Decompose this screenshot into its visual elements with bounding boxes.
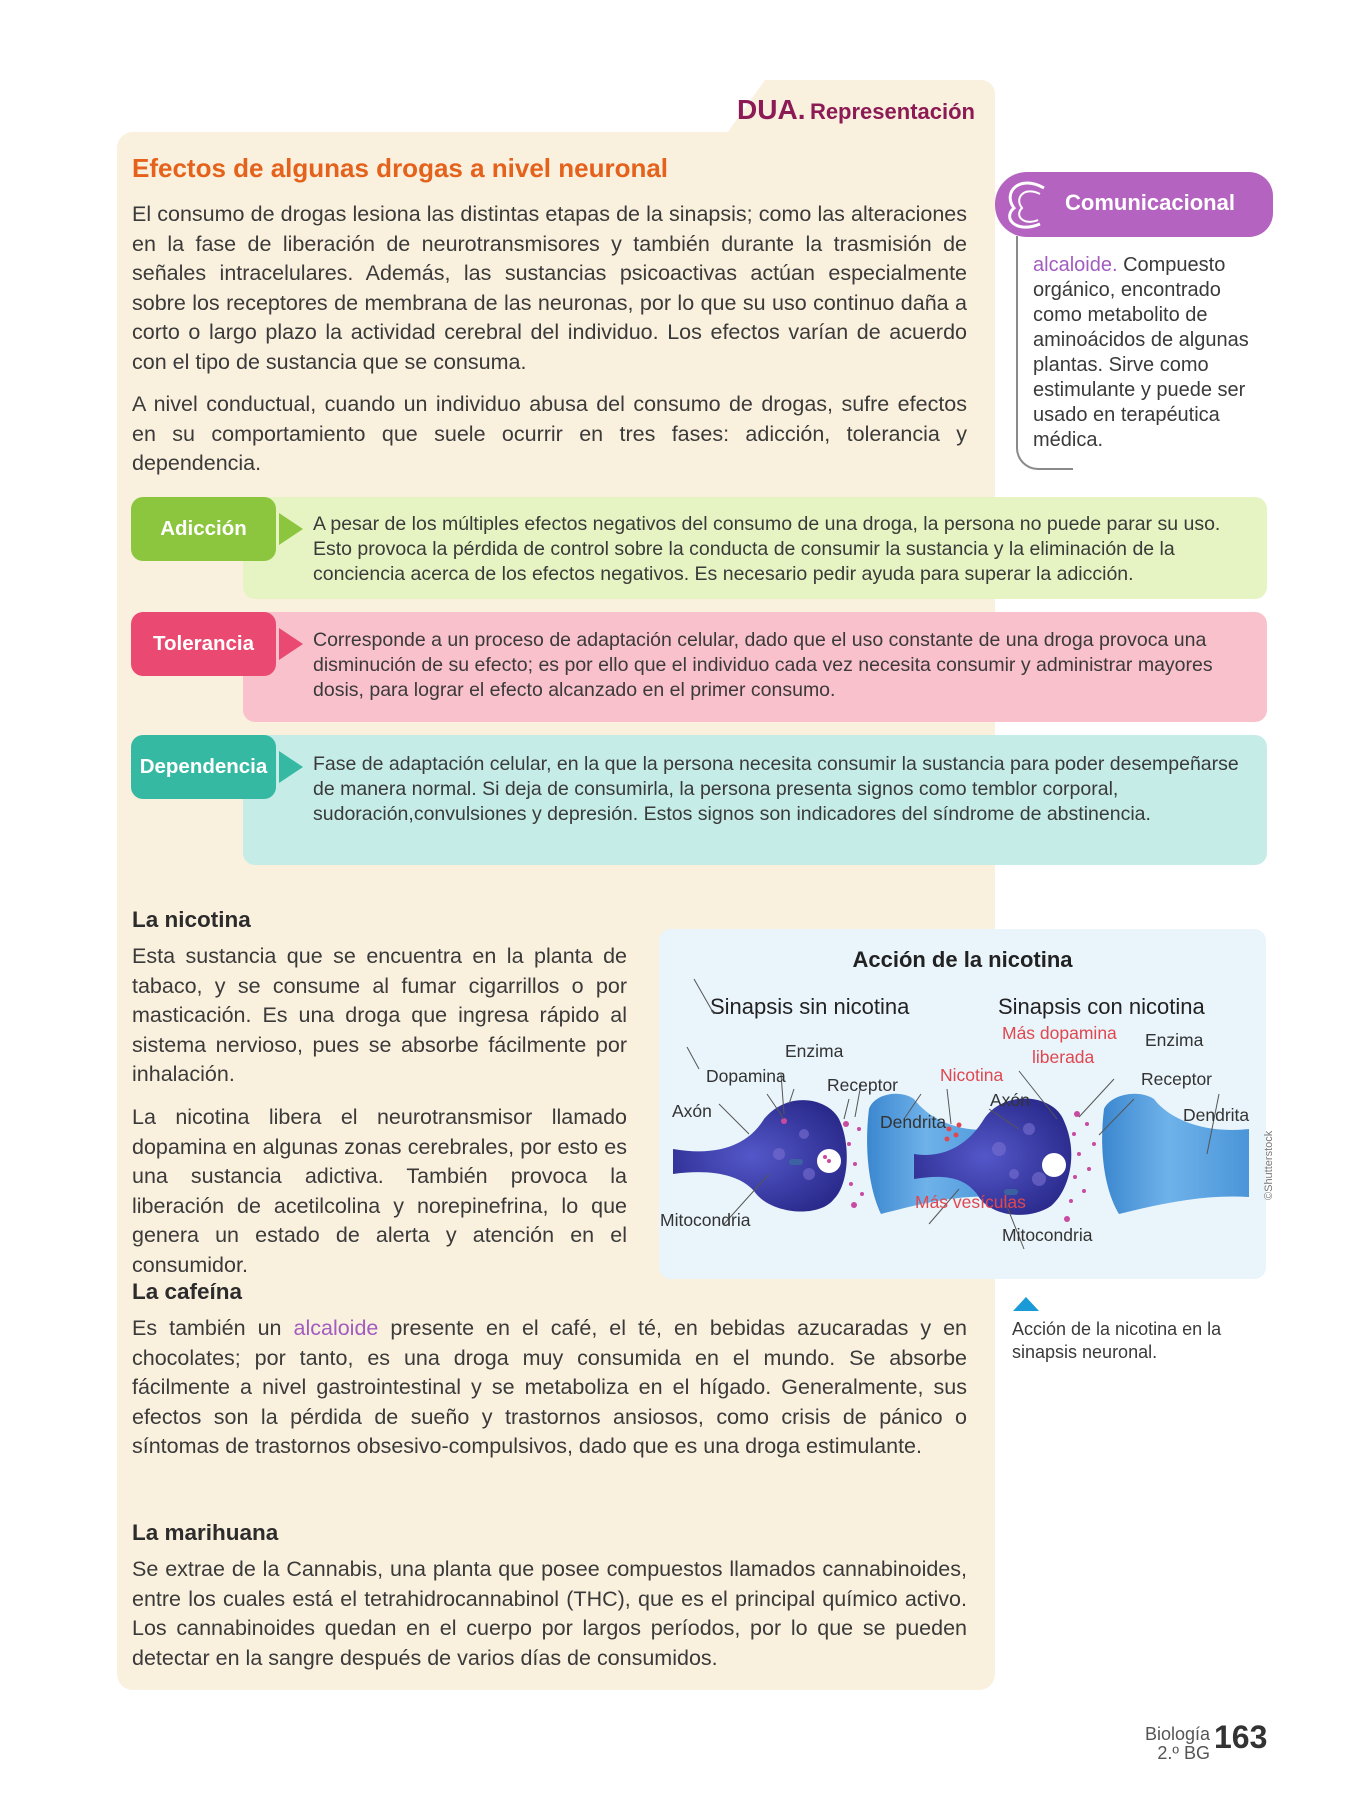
footer-subject-name: Biología bbox=[1144, 1724, 1210, 1744]
phase-badge-tolerancia: Tolerancia bbox=[131, 612, 276, 676]
label-liberada: liberada bbox=[1032, 1047, 1095, 1067]
cafeina-term: alcaloide bbox=[293, 1316, 379, 1340]
dua-rest: Representación bbox=[809, 99, 975, 124]
glossary-text: Compuesto orgánico, encontrado como metabolito de aminoácidos de algunas plantas. Sirve como estimulante y puede ser usado en terapéutica médica. bbox=[1033, 254, 1249, 451]
label-mas-dopamina: Más dopamina bbox=[1002, 1023, 1117, 1043]
phase-badge-dependencia: Dependencia bbox=[131, 735, 276, 799]
cafeina-text-before: Es también un bbox=[132, 1316, 294, 1340]
footer-subject bbox=[1130, 1725, 1210, 1763]
label-axon-right: Axón bbox=[990, 1090, 1030, 1110]
label-dendrita-right: Dendrita bbox=[1183, 1105, 1250, 1125]
marihuana-title: La marihuana bbox=[132, 1520, 279, 1545]
nicotina-paragraph-2: La nicotina libera el neurotransmisor llamado dopamina en algunas zonas cerebrales, por esto es una sustancia adictiva. También provoca la liberación de acetilcolina y norepinefrina, lo que genera un estado de alerta y atención en el consumidor. bbox=[132, 1105, 627, 1277]
phase-text-tolerancia: Corresponde a un proceso de adaptación celular, dado que el uso constante de una droga provoca una disminución de su efecto; es por ello que el individuo cada vez necesita consumir y administrar mayores dosis, para lograr el efecto alcanzado en el primer consumo. bbox=[313, 629, 1213, 701]
dua-header bbox=[735, 94, 975, 126]
figure-title: Acción de la nicotina bbox=[852, 947, 1073, 972]
phase-arrow-icon bbox=[279, 628, 303, 660]
label-dopamina: Dopamina bbox=[706, 1066, 786, 1086]
label-mitocondria-left: Mitocondria bbox=[660, 1210, 751, 1230]
label-axon-left: Axón bbox=[672, 1101, 712, 1121]
figure-left-title: Sinapsis sin nicotina bbox=[710, 994, 910, 1019]
label-mitocondria-right: Mitocondria bbox=[1002, 1225, 1093, 1245]
label-enzima-left: Enzima bbox=[785, 1041, 844, 1061]
section-title: Efectos de algunas drogas a nivel neuronal bbox=[132, 153, 669, 183]
cafeina-paragraph bbox=[132, 1314, 967, 1462]
page-number: 163 bbox=[1214, 1719, 1268, 1755]
figure-caption: Acción de la nicotina en la sinapsis neuronal. bbox=[1012, 1319, 1222, 1362]
label-receptor-left: Receptor bbox=[827, 1075, 899, 1095]
phase-arrow-icon bbox=[279, 751, 303, 783]
caption-arrow-icon bbox=[1013, 1297, 1039, 1311]
nicotina-title: La nicotina bbox=[132, 907, 251, 932]
footer-subject-grade: 2.º BG bbox=[1157, 1743, 1210, 1763]
cafeina-text-after: presente en el café, el té, en bebidas azucaradas y en chocolates; por tanto, es una droga muy consumida en el mundo. Se absorbe fácilmente a nivel gastrointestinal y se metaboliza en el hígado. Generalmente, sus efectos son la pérdida de sueño y trastornos ansiosos, como crisis de pánico o síntomas de trastornos obsesivo-compulsivos, dado que es una droga estimulante. bbox=[132, 1316, 967, 1458]
label-enzima-right: Enzima bbox=[1145, 1030, 1204, 1050]
intro-paragraph-1: El consumo de drogas lesiona las distintas etapas de la sinapsis; como las alteraciones en la fase de liberación de neurotransmisores y también durante la trasmisión de señales intracelulares. Además, las sustancias psicoactivas actúan especialmente sobre los receptores de membrana de las neuronas, por lo que su uso continuo daña a corto o largo plazo la actividad cerebral del individuo. Los efectos varían de acuerdo con el tipo de sustancia que se consuma. bbox=[132, 202, 967, 374]
label-receptor-right: Receptor bbox=[1141, 1069, 1213, 1089]
image-credit: ©Shutterstock bbox=[1263, 1130, 1275, 1200]
nicotina-paragraph-1: Esta sustancia que se encuentra en la planta de tabaco, y se consume al fumar cigarrillos o por masticación. Es una droga que ingresa rápido al sistema nervioso, pues se absorbe fácilmente por inhalación. bbox=[132, 944, 627, 1086]
figure-right-title: Sinapsis con nicotina bbox=[998, 994, 1205, 1019]
glossary-definition bbox=[1033, 253, 1273, 453]
phase-text-dependencia: Fase de adaptación celular, en la que la persona necesita consumir la sustancia para poder desempeñarse de manera normal. Si deja de consumirla, la persona presenta signos como temblor corporal, sudoración,convulsiones y depresión. Estos signos son indicadores del síndrome de abstinencia. bbox=[313, 753, 1239, 825]
intro-paragraph-2: A nivel conductual, cuando un individuo abusa del consumo de drogas, sufre efectos en su comportamiento que suele ocurrir en tres fases: adicción, tolerancia y dependencia. bbox=[132, 392, 967, 475]
dua-strong: DUA. bbox=[737, 94, 806, 125]
phase-badge-adiccion: Adicción bbox=[131, 497, 276, 561]
cafeina-title: La cafeína bbox=[132, 1279, 243, 1304]
comunicacional-label: Comunicacional bbox=[1065, 190, 1235, 215]
label-dendrita-left: Dendrita bbox=[880, 1112, 947, 1132]
marihuana-paragraph: Se extrae de la Cannabis, una planta que posee compuestos llamados cannabinoides, entre los cuales está el tetrahidrocannabinol (THC), que es el principal químico activo. Los cannabinoides quedan en el cuerpo por largos períodos, por lo que se pueden detectar en la sangre después de varios días de consumidos. bbox=[132, 1557, 967, 1670]
glossary-term: alcaloide. bbox=[1033, 254, 1118, 276]
label-mas-vesiculas: Más vesículas bbox=[915, 1192, 1026, 1212]
label-nicotina: Nicotina bbox=[940, 1065, 1004, 1085]
phase-text-adiccion: A pesar de los múltiples efectos negativos del consumo de una droga, la persona no puede parar su uso. Esto provoca la pérdida de control sobre la conducta de consumir la sustancia y la eliminación de la conciencia acerca de los efectos negativos. Es necesario pedir ayuda para superar la adicción. bbox=[313, 513, 1221, 585]
phase-arrow-icon bbox=[279, 513, 303, 545]
